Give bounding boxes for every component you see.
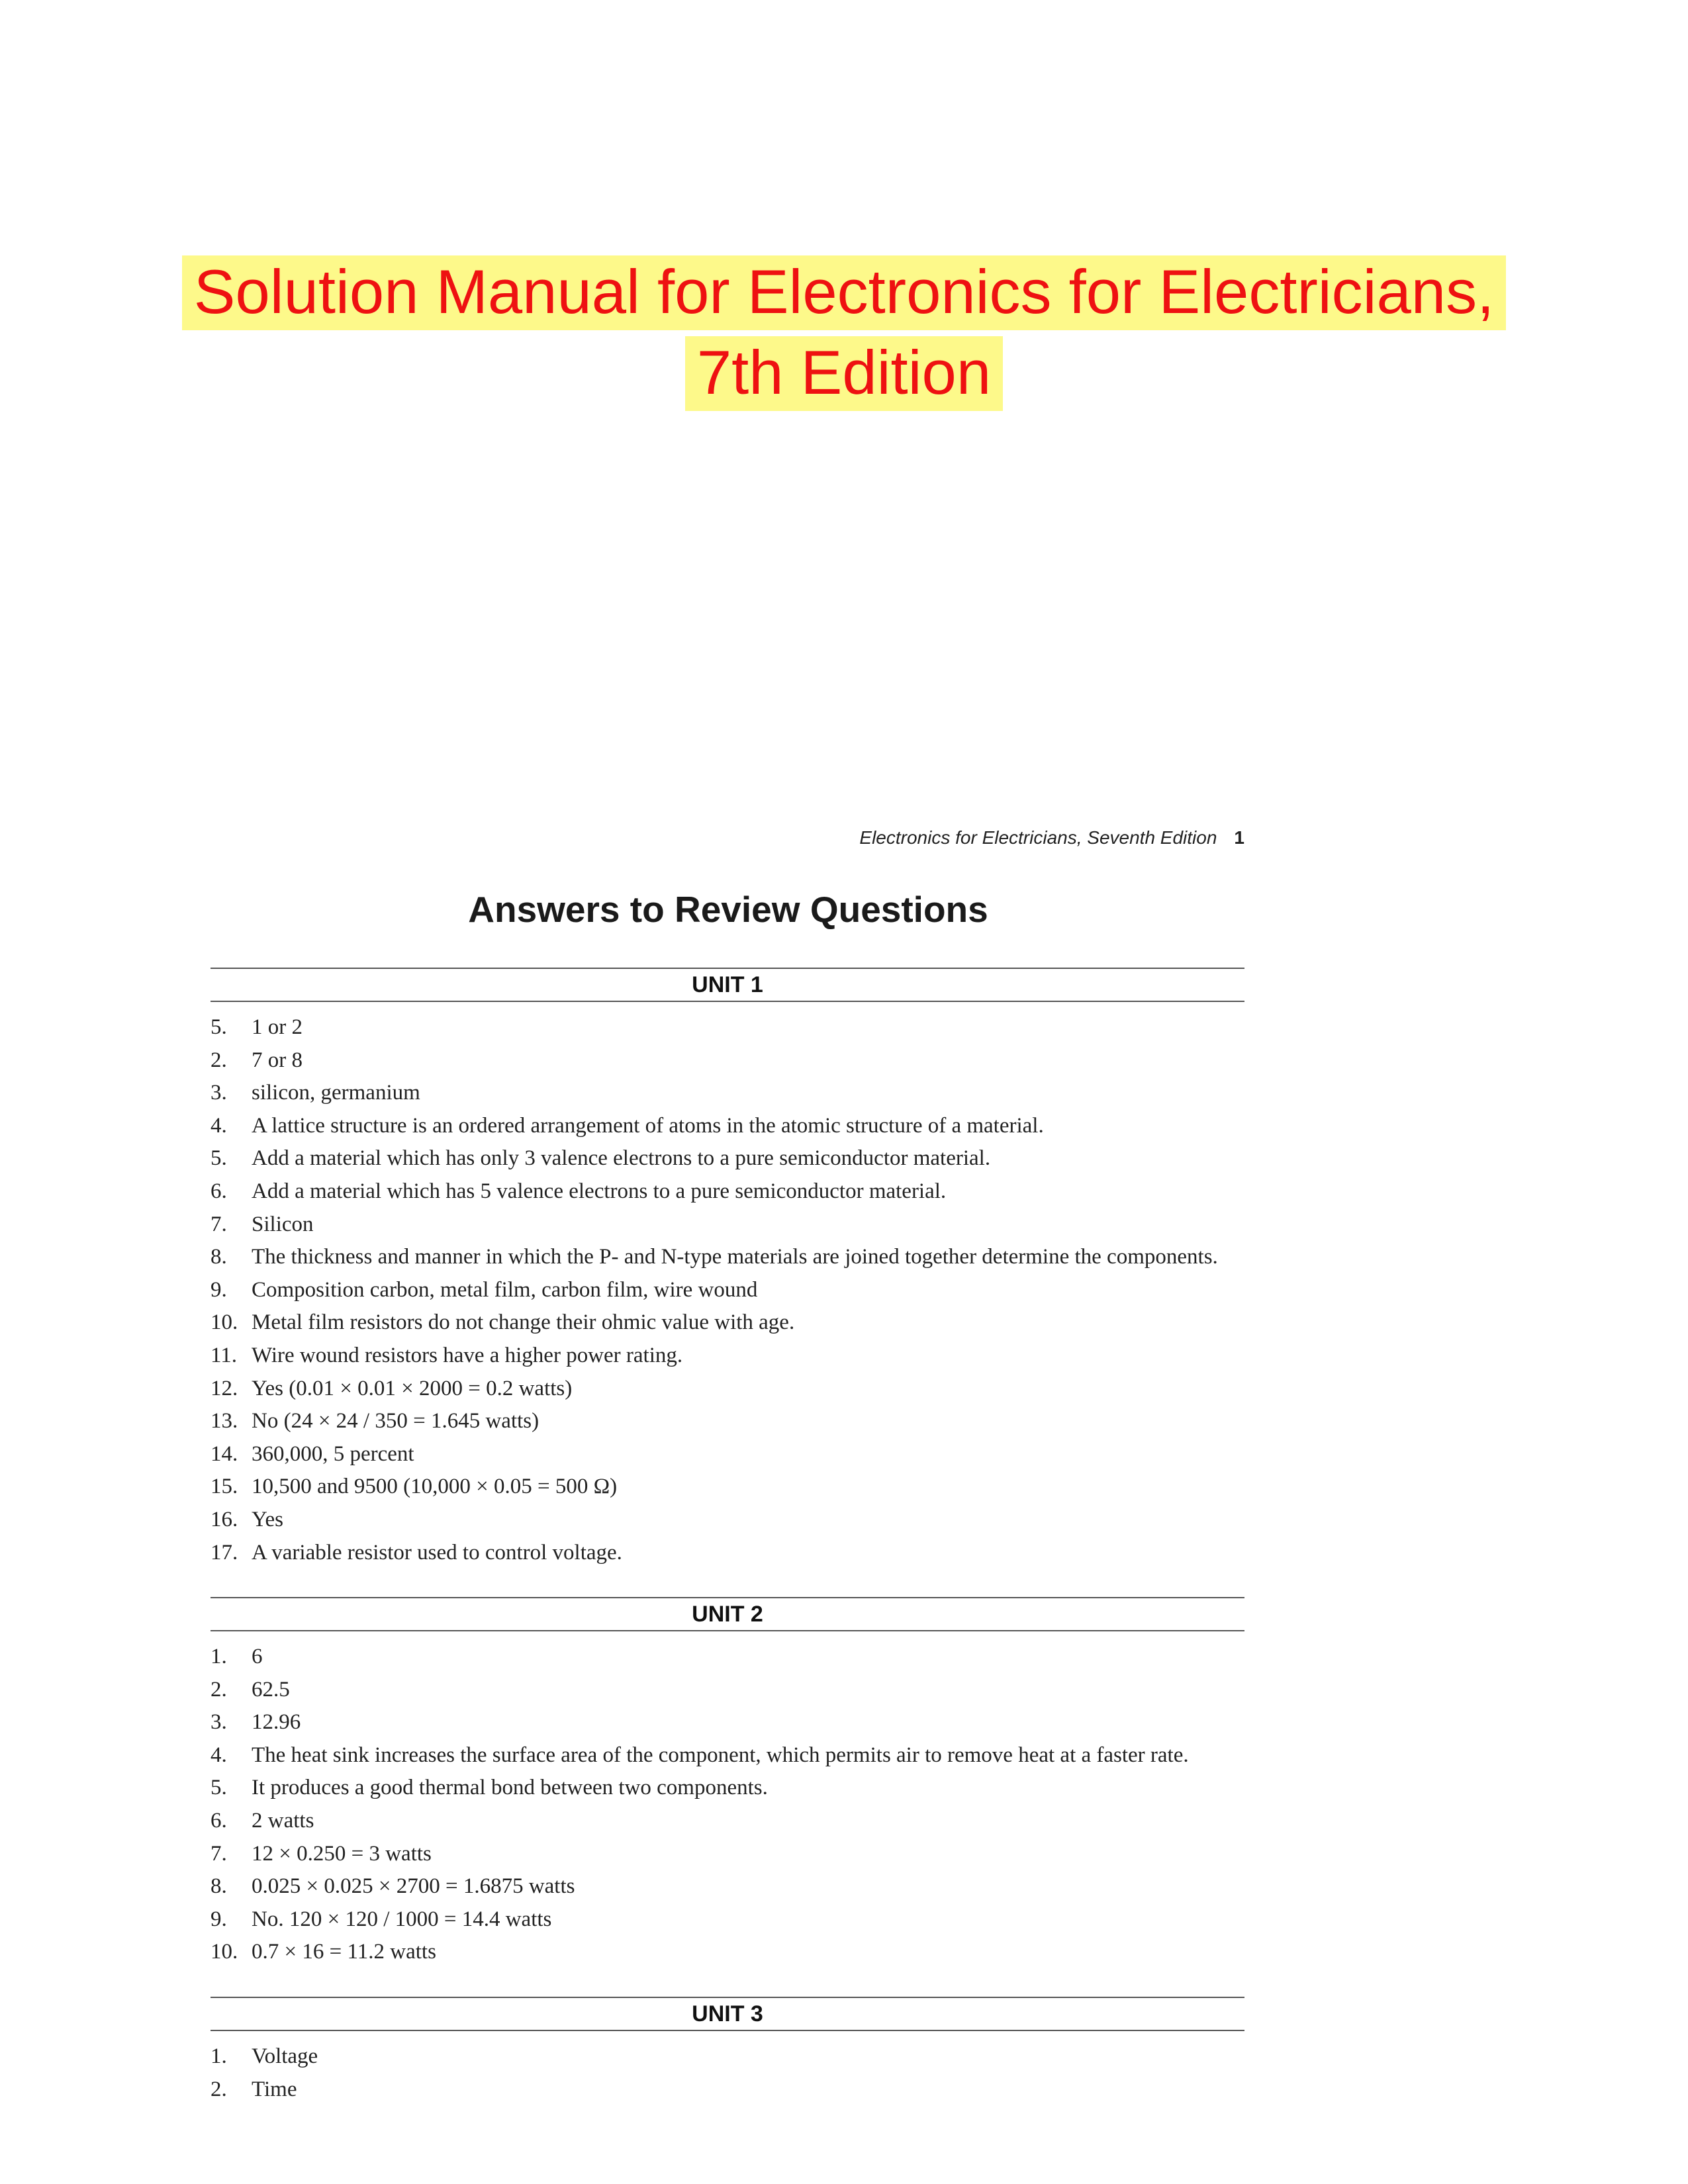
answer-number: 5. [211, 1146, 227, 1171]
unit-header: UNIT 1 [211, 968, 1244, 1002]
answer-text: No (24 × 24 / 350 = 1.645 watts) [252, 1409, 539, 1433]
answer-number: 1. [211, 1645, 227, 1669]
units-container [211, 968, 1244, 2134]
answer-text: Yes (0.01 × 0.01 × 2000 = 0.2 watts) [252, 1376, 573, 1400]
answer-text: silicon, germanium [252, 1081, 420, 1105]
answer-item [211, 1838, 1244, 1871]
answer-list [211, 1011, 1244, 1569]
answer-text: 1 or 2 [252, 1015, 303, 1039]
answer-text: Metal film resistors do not change their ohmic value with age. [252, 1310, 795, 1335]
answer-text: Voltage [252, 2044, 318, 2069]
answer-number: 10. [211, 1310, 238, 1335]
title-line-1 [0, 251, 1688, 332]
answer-item [211, 1471, 1244, 1504]
answer-number: 2. [211, 1048, 227, 1072]
answer-text: It produces a good thermal bond between two components. [252, 1776, 768, 1800]
answer-number: 11. [211, 1343, 238, 1367]
answer-item [211, 1805, 1244, 1838]
title-line-2 [0, 332, 1688, 413]
answer-number: 10. [211, 1940, 238, 1964]
answer-number: 15. [211, 1475, 238, 1499]
answer-item [211, 1739, 1244, 1772]
answer-text: Silicon [252, 1212, 314, 1236]
answer-number: 7. [211, 1841, 227, 1866]
answer-number: 6. [211, 1179, 227, 1203]
answer-number: 7. [211, 1212, 227, 1236]
answer-item [211, 1936, 1244, 1969]
answer-item [211, 1373, 1244, 1406]
answer-item [211, 1870, 1244, 1903]
section-heading: Answers to Review Questions [468, 889, 988, 930]
answer-number: 9. [211, 1277, 227, 1302]
answer-item [211, 1110, 1244, 1143]
answer-text: 10,500 and 9500 (10,000 × 0.05 = 500 Ω) [252, 1475, 618, 1499]
running-head [859, 827, 1244, 848]
answer-item [211, 1903, 1244, 1936]
answer-text: No. 120 × 120 / 1000 = 14.4 watts [252, 1907, 552, 1931]
answer-item [211, 1044, 1244, 1077]
answer-text: 2 watts [252, 1809, 314, 1833]
answer-number: 8. [211, 1874, 227, 1899]
answer-item [211, 2040, 1244, 2073]
answer-number: 4. [211, 1743, 227, 1767]
answer-list [211, 1641, 1244, 1969]
answer-item [211, 1306, 1244, 1340]
answer-text: 7 or 8 [252, 1048, 303, 1072]
answer-text: 12 × 0.250 = 3 watts [252, 1841, 432, 1866]
unit-header: UNIT 3 [211, 1997, 1244, 2031]
answer-text: A lattice structure is an ordered arrangement of atoms in the atomic structure of a material. [252, 1113, 1044, 1138]
answer-number: 2. [211, 2077, 227, 2101]
answer-item [211, 1438, 1244, 1471]
answer-text: The thickness and manner in which the P- and N-type materials are joined together determine the components. [252, 1245, 1218, 1269]
answer-text: Wire wound resistors have a higher power rating. [252, 1343, 683, 1367]
answer-number: 1. [211, 2044, 227, 2069]
answer-item [211, 1706, 1244, 1739]
answer-text: Add a material which has 5 valence electrons to a pure semiconductor material. [252, 1179, 947, 1203]
running-head-text: Electronics for Electricians, Seventh Edition [859, 827, 1217, 848]
answer-item [211, 1405, 1244, 1438]
answer-number: 16. [211, 1507, 238, 1531]
answer-item [211, 2073, 1244, 2107]
answer-item [211, 1077, 1244, 1110]
answer-number: 3. [211, 1710, 227, 1735]
answer-text: 12.96 [252, 1710, 301, 1735]
answer-text: A variable resistor used to control voltage. [252, 1540, 622, 1565]
answer-item [211, 1208, 1244, 1242]
unit-header: UNIT 2 [211, 1597, 1244, 1631]
title-line-2-text: 7th Edition [685, 336, 1003, 411]
title-line-1-text: Solution Manual for Electronics for Electricians, [182, 255, 1506, 330]
answer-number: 2. [211, 1677, 227, 1702]
answer-item [211, 1537, 1244, 1570]
answer-text: Yes [252, 1507, 284, 1531]
answer-number: 13. [211, 1409, 238, 1433]
answer-text: Composition carbon, metal film, carbon film, wire wound [252, 1277, 758, 1302]
answer-number: 9. [211, 1907, 227, 1931]
answer-item [211, 1241, 1244, 1274]
answer-number: 6. [211, 1809, 227, 1833]
answer-item [211, 1674, 1244, 1707]
answer-item [211, 1274, 1244, 1307]
answer-item [211, 1011, 1244, 1044]
document-title [0, 251, 1688, 413]
answer-text: 6 [252, 1645, 263, 1669]
answer-number: 17. [211, 1540, 238, 1565]
answer-text: 62.5 [252, 1677, 290, 1702]
answer-number: 12. [211, 1376, 238, 1400]
answer-text: 0.7 × 16 = 11.2 watts [252, 1940, 436, 1964]
answer-item [211, 1340, 1244, 1373]
answer-number: 8. [211, 1245, 227, 1269]
answer-text: Time [252, 2077, 297, 2101]
answer-text: The heat sink increases the surface area of the component, which permits air to remove heat at a faster rate. [252, 1743, 1189, 1767]
answer-number: 5. [211, 1015, 227, 1039]
answer-list [211, 2040, 1244, 2106]
answer-item [211, 1175, 1244, 1208]
page-number: 1 [1234, 827, 1244, 848]
answer-text: Add a material which has only 3 valence electrons to a pure semiconductor material. [252, 1146, 991, 1171]
answer-item [211, 1504, 1244, 1537]
answer-text: 0.025 × 0.025 × 2700 = 1.6875 watts [252, 1874, 575, 1899]
answer-number: 4. [211, 1113, 227, 1138]
answer-number: 14. [211, 1441, 238, 1466]
answer-item [211, 1641, 1244, 1674]
answer-number: 3. [211, 1081, 227, 1105]
answer-number: 5. [211, 1776, 227, 1800]
answer-text: 360,000, 5 percent [252, 1441, 414, 1466]
answer-item [211, 1772, 1244, 1805]
answer-item [211, 1142, 1244, 1175]
